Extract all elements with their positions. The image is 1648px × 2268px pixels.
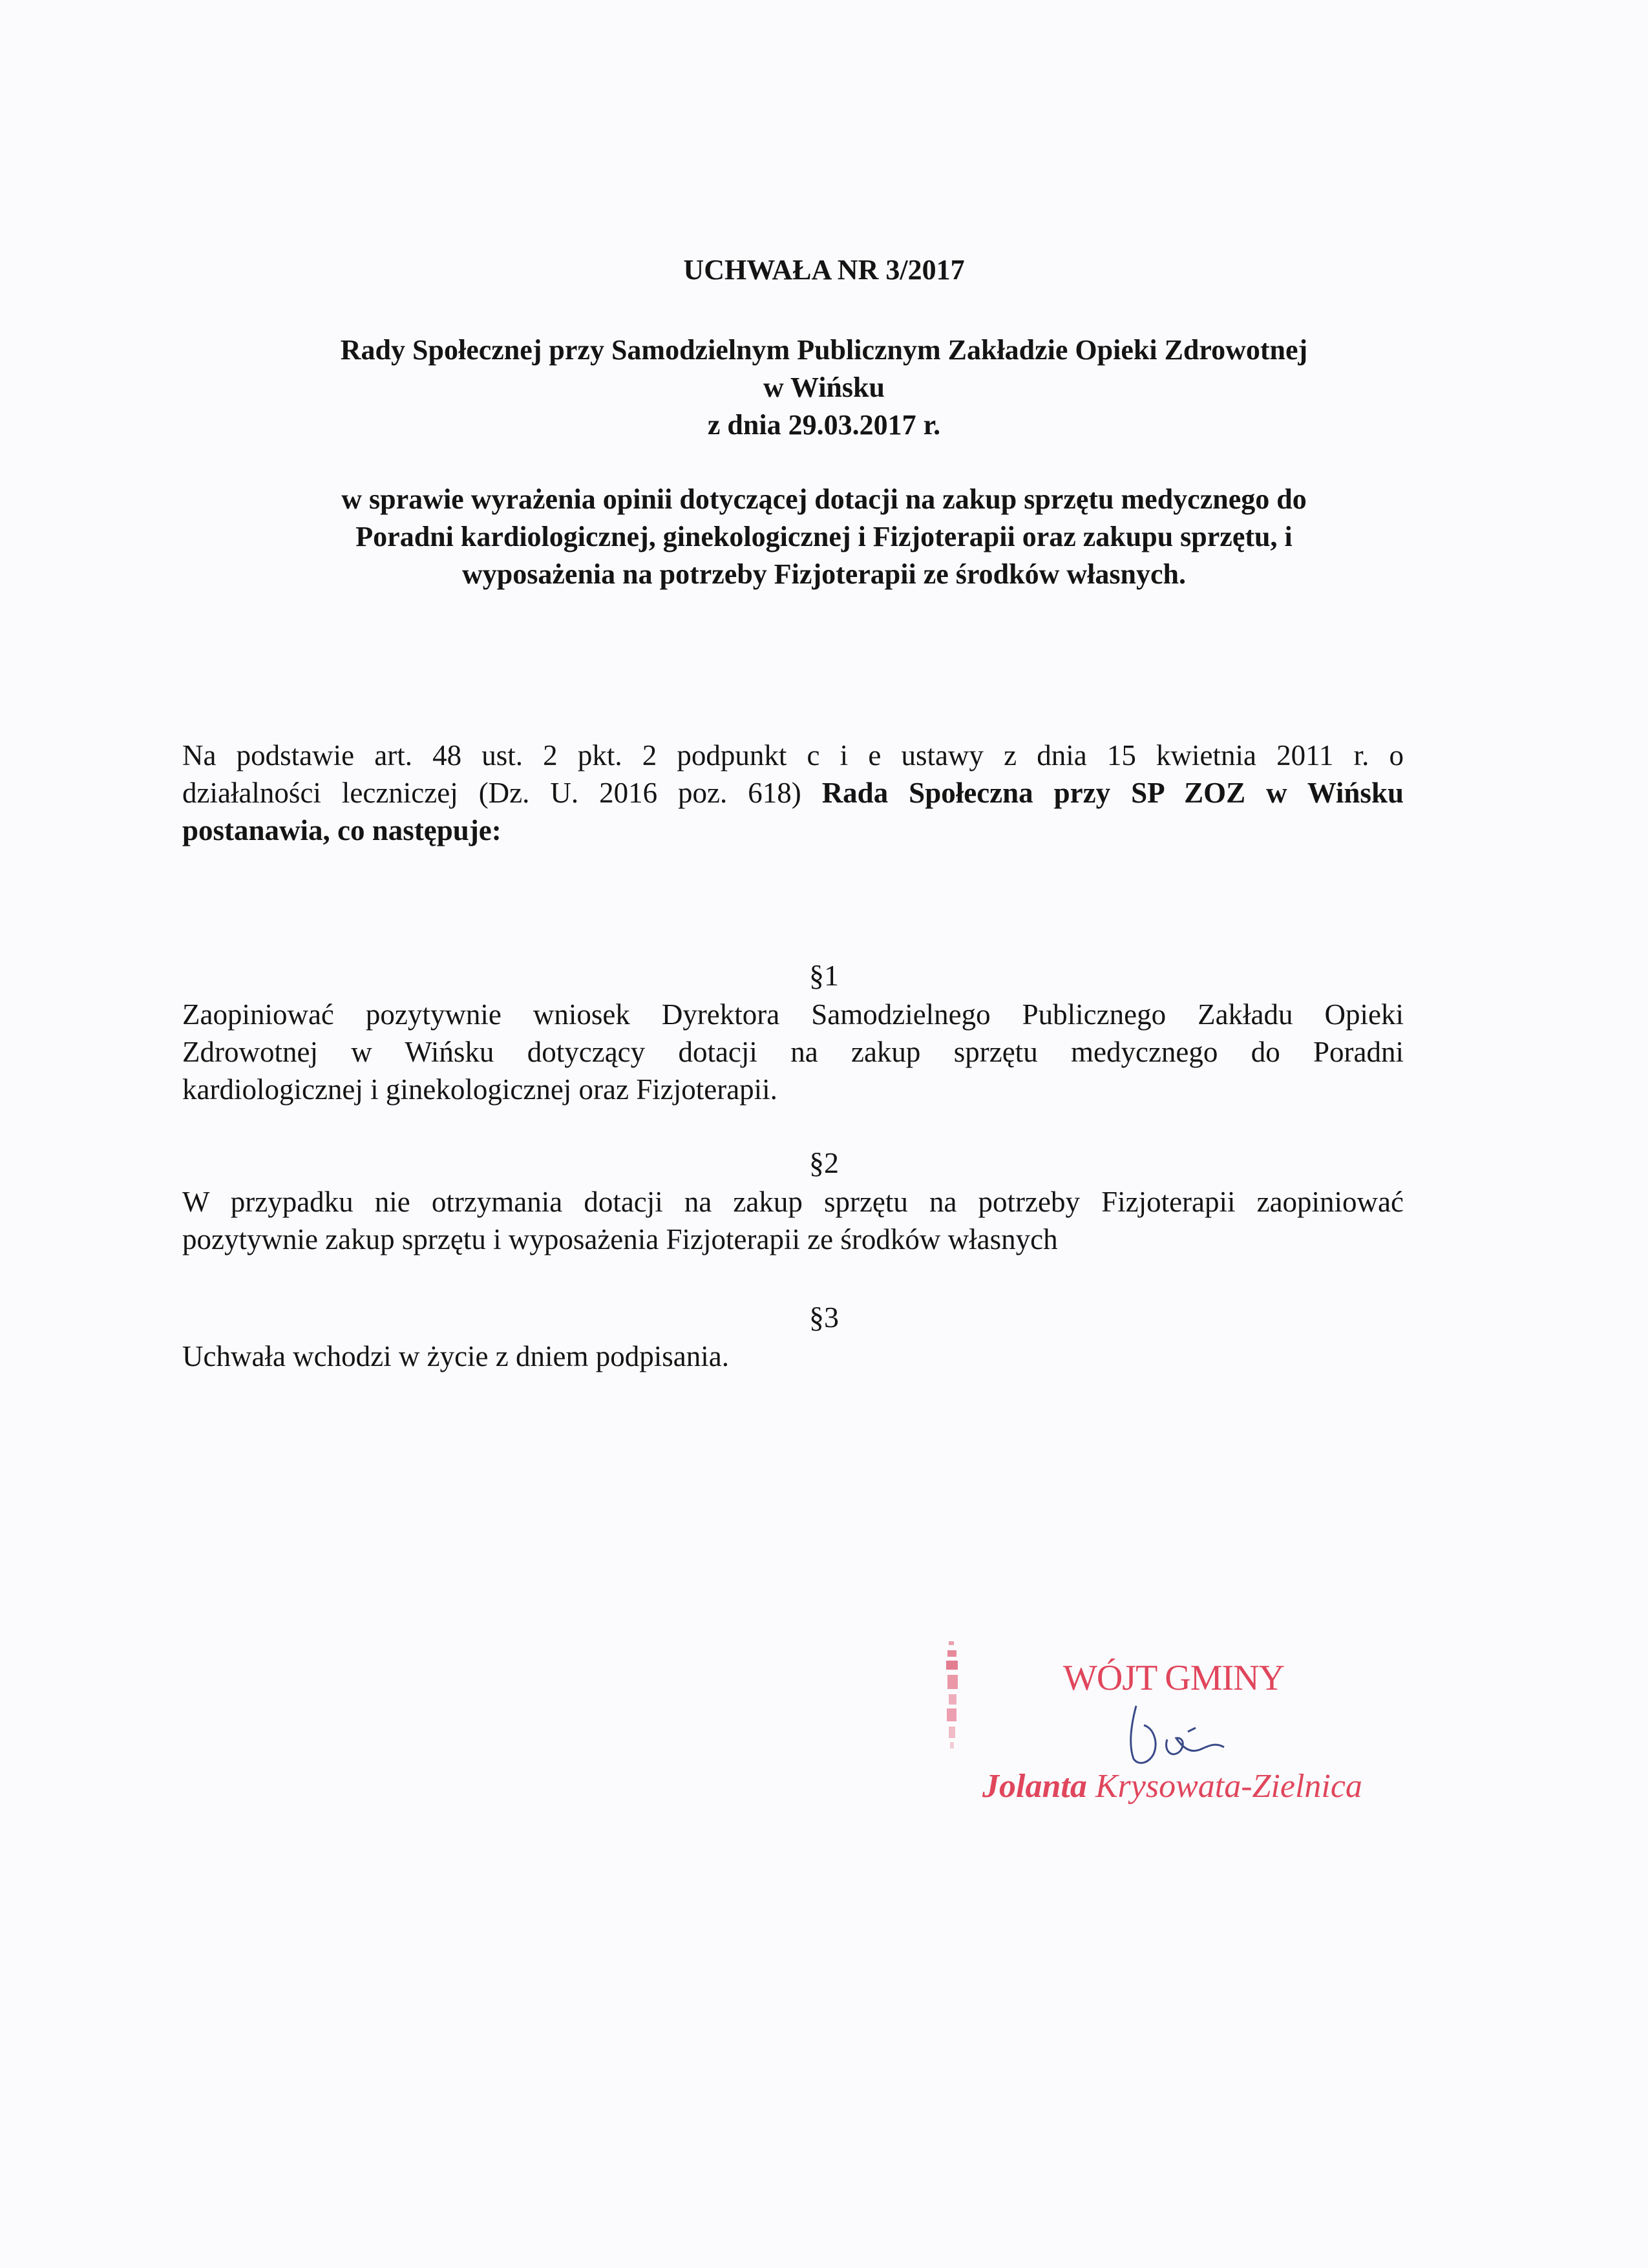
subject-line-2: Poradni kardiologicznej, ginekologicznej i Fizjoterapii oraz zakupu sprzętu, i — [355, 521, 1293, 552]
issuer-line-2: w Wińsku — [763, 372, 885, 403]
subject — [0, 481, 1648, 593]
resolution-title: UCHWAŁA NR 3/2017 — [683, 254, 965, 286]
section-3-text — [182, 1338, 1404, 1375]
section-2-mark: §2 — [809, 1146, 839, 1179]
legal-basis-act: działalności leczniczej (Dz. U. 2016 poz. 618) — [182, 777, 801, 809]
stamp-name-first: Jolanta — [982, 1768, 1087, 1805]
subject-line-1: w sprawie wyrażenia opinii dotyczącej dotacji na zakup sprzętu medycznego do — [341, 483, 1307, 515]
legal-basis-council: Rada Społeczna przy SP ZOZ w Wińsku — [821, 777, 1404, 809]
subject-line-3: wyposażenia na potrzeby Fizjoterapii ze środków własnych. — [462, 558, 1186, 590]
stamp-name — [982, 1767, 1362, 1805]
section-1-line-2: Zdrowotnej w Wińsku dotyczący dotacji na zakup sprzętu medycznego do Poradni — [182, 1036, 1404, 1068]
section-3-mark: §3 — [809, 1301, 839, 1334]
section-1-text — [182, 996, 1404, 1108]
stamp-title: WÓJT GMINY — [1063, 1658, 1285, 1698]
stamp-name-last: Krysowata-Zielnica — [1095, 1768, 1362, 1805]
signature — [1105, 1699, 1273, 1770]
section-2-text — [182, 1183, 1404, 1258]
legal-basis-line-2 — [182, 774, 1404, 812]
legal-basis-line-3: postanawia, co następuje: — [182, 814, 502, 846]
date-line: z dnia 29.03.2017 r. — [707, 409, 941, 441]
section-1-line-1: Zaopiniować pozytywnie wniosek Dyrektora Samodzielnego Publicznego Zakładu Opieki — [182, 998, 1404, 1031]
section-2-line-1: W przypadku nie otrzymania dotacji na zakup sprzętu na potrzeby Fizjoterapii zaopiniować — [182, 1186, 1404, 1218]
section-1-line-3: kardiologicznej i ginekologicznej oraz Fizjoterapii. — [182, 1073, 777, 1106]
section-2-line-2: pozytywnie zakup sprzętu i wyposażenia Fizjoterapii ze środków własnych — [182, 1223, 1058, 1255]
legal-basis — [182, 737, 1404, 849]
issuer-line-1: Rady Społecznej przy Samodzielnym Publicznym Zakładzie Opieki Zdrowotnej — [340, 334, 1308, 366]
section-3-line-1: Uchwała wchodzi w życie z dniem podpisania. — [182, 1340, 729, 1372]
stamp-ink-marks — [945, 1641, 963, 1751]
section-1-mark: §1 — [809, 959, 839, 992]
legal-basis-line-1: Na podstawie art. 48 ust. 2 pkt. 2 podpunkt c i e ustawy z dnia 15 kwietnia 2011 r. o — [182, 739, 1404, 772]
